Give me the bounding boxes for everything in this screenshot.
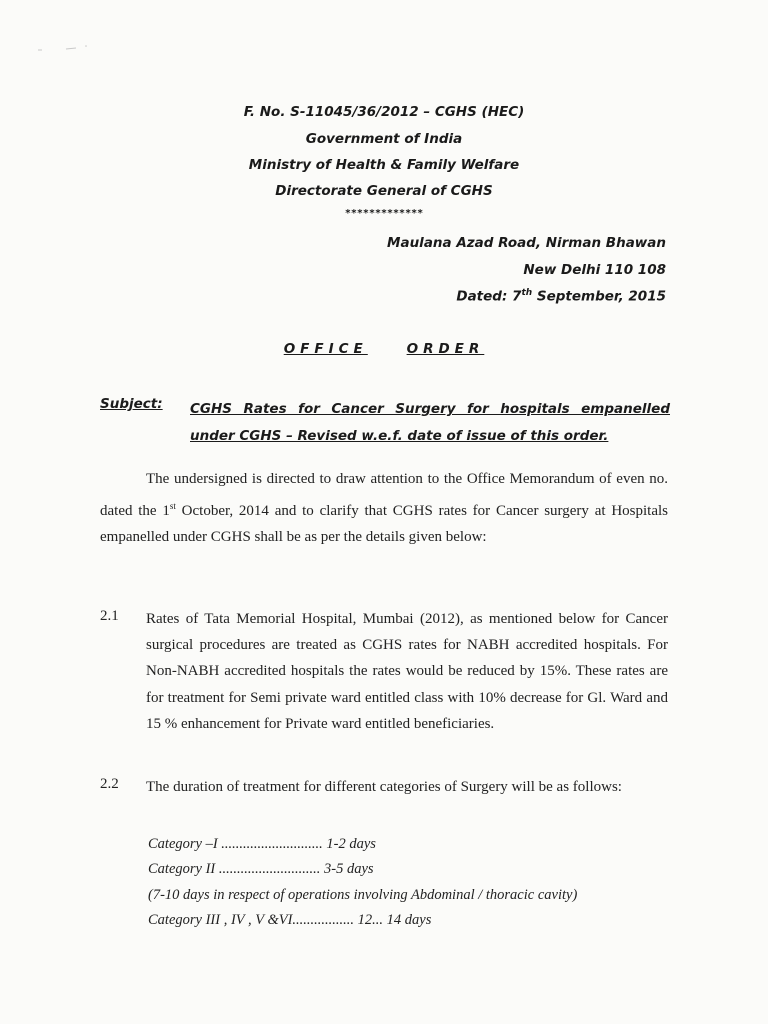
item-text: The duration of treatment for different categories of Surgery will be as follows: [146, 779, 622, 795]
category-line: Category II ............................ 3-5 days [148, 861, 374, 877]
dated-line [456, 288, 666, 305]
item-number: 2.2 [100, 776, 119, 792]
category-note: (7-10 days in respect of operations involving Abdominal / thoracic cavity) [148, 887, 578, 903]
dated-suffix: September, 2015 [532, 288, 666, 305]
item-text: Rates of Tata Memorial Hospital, Mumbai (2012), as mentioned below for Cancer surgical procedures are treated as CGHS rates for NABH accredited hospitals. For Non-NABH accredited hospitals the rates would be reduced by 15%. These rates are for treatment for Semi private ward entitled class with 10% decrease for Gl. Ward and 15 % enhancement for Private ward entitled beneficiaries. [146, 611, 668, 732]
office-word: OFFICE [283, 341, 368, 357]
directorate-heading: Directorate General of CGHS [275, 183, 493, 199]
category-line: Category III , IV , V &VI................. 12... 14 days [148, 912, 432, 928]
subject-label: Subject: [100, 396, 163, 412]
intro-part-1: The undersigned is directed to draw attention to the Office Memorandum of even no. dated the 1 [100, 471, 668, 519]
subject-text: CGHS Rates for Cancer Surgery for hospitals empanelled under CGHS – Revised w.e.f. date of issue of this order. [190, 401, 670, 444]
address-line-2: New Delhi 110 108 [523, 262, 666, 278]
address-line-1: Maulana Azad Road, Nirman Bhawan [387, 235, 666, 251]
dated-prefix: Dated: 7 [456, 288, 522, 305]
office-order-title [0, 341, 768, 357]
scan-speck-mark [36, 44, 92, 54]
intro-paragraph [100, 466, 668, 551]
government-heading: Government of India [305, 131, 463, 147]
file-number: F. No. S-11045/36/2012 – CGHS (HEC) [243, 104, 525, 120]
category-line: Category –I ............................ 1-2 days [148, 836, 376, 852]
order-word: ORDER [406, 341, 485, 357]
star-separator: ************* [344, 208, 424, 219]
intro-superscript: st [169, 500, 176, 511]
intro-part-2: October, 2014 and to clarify that CGHS rates for Cancer surgery at Hospitals empanelled under CGHS shall be as per the details given below: [100, 502, 668, 545]
dated-superscript: th [521, 288, 533, 298]
item-number: 2.1 [100, 608, 119, 624]
ministry-heading: Ministry of Health & Family Welfare [248, 157, 520, 173]
